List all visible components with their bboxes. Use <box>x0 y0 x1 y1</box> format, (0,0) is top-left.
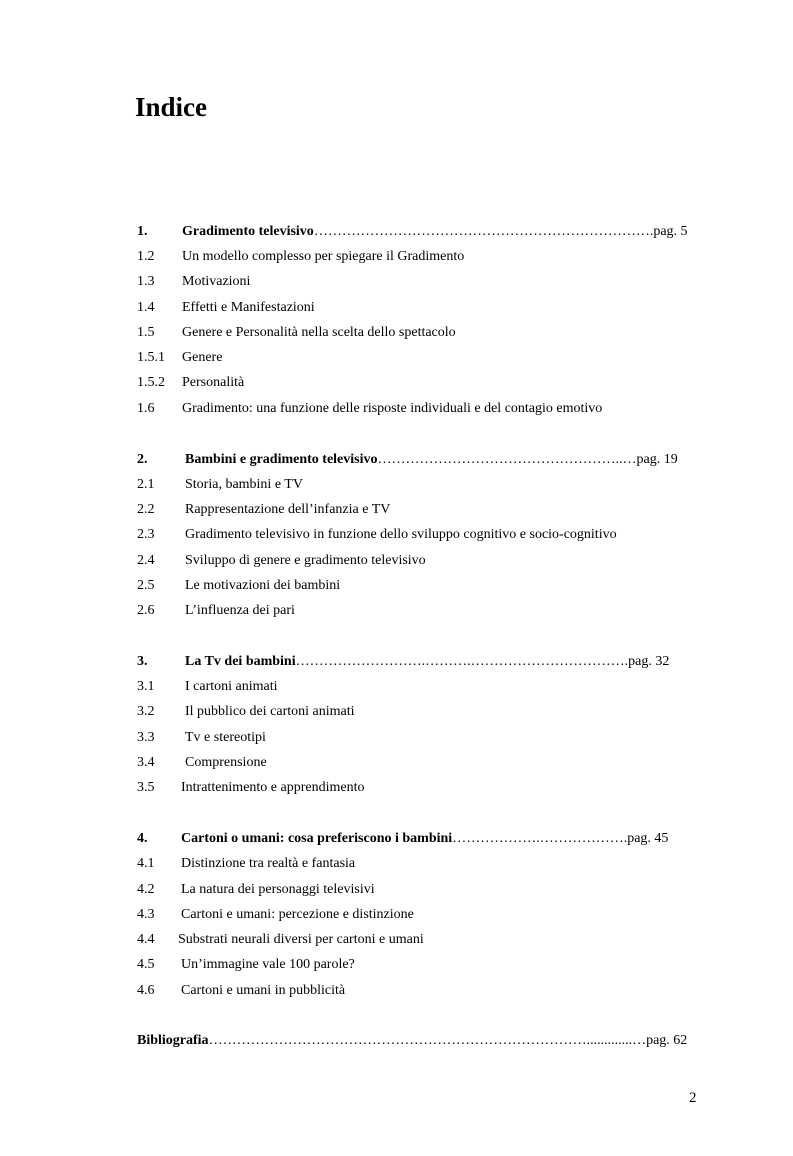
item-number: 1.5.1 <box>137 350 165 365</box>
item-title: Le motivazioni dei bambini <box>185 578 341 593</box>
chapter-page: pag. 5 <box>653 224 688 239</box>
item-title: Sviluppo di genere e gradimento televisivo <box>185 553 426 568</box>
item-title: Gradimento: una funzione delle risposte individuali e del contagio emotivo <box>182 401 603 416</box>
item-title: Un modello complesso per spiegare il Gradimento <box>182 249 465 264</box>
item-number: 1.2 <box>137 249 155 264</box>
item-number: 2.6 <box>137 603 155 618</box>
item-number: 4.4 <box>137 932 155 947</box>
item-number: 3.5 <box>137 780 155 795</box>
item-title: Genere <box>182 350 223 365</box>
item-title: I cartoni animati <box>185 679 278 694</box>
item-number: 4.2 <box>137 882 155 897</box>
chapter-title: Cartoni o umani: cosa preferiscono i bambini <box>181 831 453 846</box>
item-title: Comprensione <box>185 755 267 770</box>
item-number: 3.4 <box>137 755 155 770</box>
page-number: 2 <box>689 1090 697 1106</box>
item-title: Cartoni e umani: percezione e distinzione <box>181 907 414 922</box>
item-title: Effetti e Manifestazioni <box>182 300 315 315</box>
item-number: 2.4 <box>137 553 155 568</box>
item-title: Substrati neurali diversi per cartoni e umani <box>178 932 424 947</box>
item-number: 4.3 <box>137 907 155 922</box>
item-title: Distinzione tra realtà e fantasia <box>181 856 356 871</box>
item-title: Personalità <box>182 375 245 390</box>
item-number: 3.1 <box>137 679 155 694</box>
chapter-page: pag. 19 <box>636 452 678 467</box>
dot-leader: ……………………………………………………………………….............… <box>208 1033 647 1048</box>
item-title: Intrattenimento e apprendimento <box>181 780 365 795</box>
page-title: Indice <box>135 92 208 122</box>
item-title: Genere e Personalità nella scelta dello spettacolo <box>182 325 456 340</box>
toc-bibliography[interactable] <box>137 1031 687 1051</box>
item-number: 3.2 <box>137 704 155 719</box>
dot-leader: ……………………….……….……………………………. <box>295 654 629 669</box>
item-title: Il pubblico dei cartoni animati <box>185 704 355 719</box>
bibliography-page: pag. 62 <box>646 1033 688 1048</box>
item-number: 1.6 <box>137 401 155 416</box>
item-title: L’influenza dei pari <box>185 603 295 618</box>
item-number: 1.3 <box>137 274 155 289</box>
item-title: Cartoni e umani in pubblicità <box>181 983 346 998</box>
item-number: 1.5.2 <box>137 375 165 390</box>
item-number: 2.3 <box>137 527 155 542</box>
item-number: 4.5 <box>137 957 155 972</box>
item-number: 2.5 <box>137 578 155 593</box>
item-title: Motivazioni <box>182 274 251 289</box>
item-title: Tv e stereotipi <box>185 730 266 745</box>
chapter-number: 2. <box>137 452 148 467</box>
bibliography-title: Bibliografia <box>137 1033 209 1048</box>
item-number: 2.1 <box>137 477 155 492</box>
item-title: La natura dei personaggi televisivi <box>181 882 375 897</box>
chapter-title: Bambini e gradimento televisivo <box>185 452 378 467</box>
item-number: 1.4 <box>137 300 155 315</box>
chapter-number: 1. <box>137 224 148 239</box>
dot-leader: ……………………………………………..… <box>377 452 637 467</box>
chapter-title: Gradimento televisivo <box>182 224 314 239</box>
item-number: 1.5 <box>137 325 155 340</box>
item-number: 2.2 <box>137 502 155 517</box>
item-title: Gradimento televisivo in funzione dello sviluppo cognitivo e socio-cognitivo <box>185 527 617 542</box>
chapter-page: pag. 45 <box>627 831 669 846</box>
chapter-number: 4. <box>137 831 148 846</box>
chapter-page: pag. 32 <box>628 654 670 669</box>
chapter-number: 3. <box>137 654 148 669</box>
dot-leader: ……………….………………. <box>452 831 628 846</box>
item-number: 3.3 <box>137 730 155 745</box>
dot-leader: ………………………………………………………………. <box>313 224 654 239</box>
item-title: Rappresentazione dell’infanzia e TV <box>185 502 391 517</box>
chapter-title: La Tv dei bambini <box>185 654 296 669</box>
item-number: 4.6 <box>137 983 155 998</box>
item-title: Un’immagine vale 100 parole? <box>181 957 355 972</box>
item-number: 4.1 <box>137 856 155 871</box>
item-title: Storia, bambini e TV <box>185 477 303 492</box>
